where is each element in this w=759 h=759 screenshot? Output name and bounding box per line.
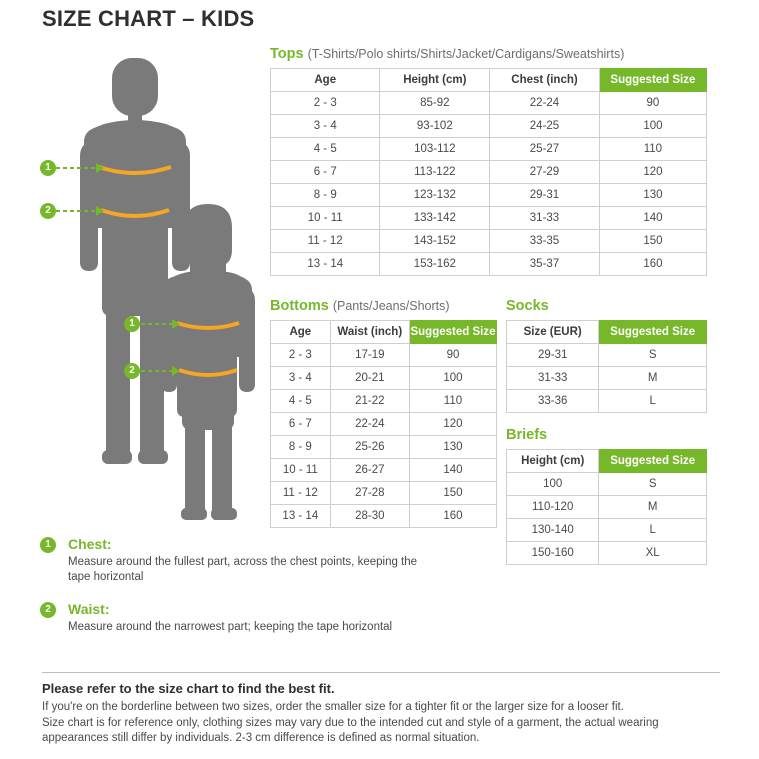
cell-age: 6 - 7 (271, 413, 331, 436)
cell-suggested-size: 100 (409, 367, 496, 390)
bottoms-subheading-text: (Pants/Jeans/Shorts) (332, 299, 450, 313)
cell-waist: 22-24 (330, 413, 409, 436)
cell-suggested-size: S (599, 473, 707, 496)
table-header-row (271, 321, 497, 344)
column-header-chest: Chest (inch) (490, 69, 600, 92)
table-row (271, 367, 497, 390)
bottoms-heading (270, 298, 497, 314)
waist-marker-small-figure: 2 (124, 363, 140, 379)
briefs-table (506, 449, 707, 565)
cell-chest: 35-37 (490, 253, 600, 276)
cell-waist: 20-21 (330, 367, 409, 390)
footer-divider (42, 672, 720, 673)
cell-height: 110-120 (507, 496, 599, 519)
column-header-size-eur: Size (EUR) (507, 321, 599, 344)
cell-height: 123-132 (380, 184, 490, 207)
cell-age: 13 - 14 (271, 253, 380, 276)
cell-suggested-size: 120 (409, 413, 496, 436)
cell-age: 8 - 9 (271, 184, 380, 207)
cell-age: 8 - 9 (271, 436, 331, 459)
cell-suggested-size: L (599, 519, 707, 542)
table-row (271, 207, 707, 230)
cell-waist: 21-22 (330, 390, 409, 413)
table-row (507, 390, 707, 413)
cell-suggested-size: 90 (599, 92, 706, 115)
cell-suggested-size: 140 (599, 207, 706, 230)
column-header-age: Age (271, 321, 331, 344)
cell-suggested-size: XL (599, 542, 707, 565)
cell-age: 3 - 4 (271, 367, 331, 390)
cell-size-eur: 29-31 (507, 344, 599, 367)
cell-chest: 27-29 (490, 161, 600, 184)
cell-chest: 24-25 (490, 115, 600, 138)
figure-illustrations (36, 50, 266, 520)
tops-subheading-text: (T-Shirts/Polo shirts/Shirts/Jacket/Cardigans/Sweatshirts) (307, 47, 625, 61)
socks-section (506, 298, 707, 413)
briefs-heading-text: Briefs (506, 427, 548, 443)
chest-marker-large-figure: 1 (40, 160, 56, 176)
column-header-height: Height (cm) (507, 450, 599, 473)
column-header-suggested-size: Suggested Size (599, 321, 707, 344)
socks-heading (506, 298, 707, 314)
cell-suggested-size: 130 (409, 436, 496, 459)
cell-age: 13 - 14 (271, 505, 331, 528)
footer-title: Please refer to the size chart to find the best fit. (42, 681, 335, 696)
cell-height: 153-162 (380, 253, 490, 276)
table-row (507, 519, 707, 542)
column-header-suggested-size: Suggested Size (599, 450, 707, 473)
cell-chest: 33-35 (490, 230, 600, 253)
cell-waist: 27-28 (330, 482, 409, 505)
cell-suggested-size: M (599, 367, 707, 390)
note-chest (40, 536, 440, 585)
cell-size-eur: 31-33 (507, 367, 599, 390)
table-row (271, 413, 497, 436)
cell-suggested-size: 90 (409, 344, 496, 367)
cell-height: 85-92 (380, 92, 490, 115)
column-header-waist: Waist (inch) (330, 321, 409, 344)
table-row (507, 344, 707, 367)
cell-suggested-size: L (599, 390, 707, 413)
tops-table (270, 68, 707, 276)
body-silhouettes (36, 50, 266, 520)
table-row (271, 115, 707, 138)
footer-line-1: If you're on the borderline between two sizes, order the smaller size for a tighter fit or the larger size for a looser fit. (42, 701, 624, 713)
cell-suggested-size: 130 (599, 184, 706, 207)
cell-chest: 22-24 (490, 92, 600, 115)
cell-age: 4 - 5 (271, 390, 331, 413)
cell-age: 2 - 3 (271, 92, 380, 115)
cell-height: 143-152 (380, 230, 490, 253)
briefs-section (506, 427, 707, 565)
bottoms-section (270, 298, 497, 528)
table-row (271, 184, 707, 207)
tops-section (270, 46, 707, 276)
waist-marker-large-figure: 2 (40, 203, 56, 219)
note-badge-2: 2 (40, 602, 56, 618)
cell-suggested-size: M (599, 496, 707, 519)
table-row (271, 505, 497, 528)
footer-disclaimer (42, 672, 722, 747)
cell-waist: 28-30 (330, 505, 409, 528)
column-header-age: Age (271, 69, 380, 92)
column-header-suggested-size: Suggested Size (409, 321, 496, 344)
measurement-notes (40, 536, 440, 651)
table-row (271, 253, 707, 276)
socks-heading-text: Socks (506, 298, 549, 314)
footer-line-3: appearances still differ by individuals. 2-3 cm difference is defined as normal situation. (42, 732, 480, 744)
note-body-chest: Measure around the fullest part, across the chest points, keeping the tape horizontal (68, 556, 418, 583)
cell-age: 11 - 12 (271, 230, 380, 253)
briefs-heading (506, 427, 707, 443)
cell-waist: 25-26 (330, 436, 409, 459)
boy-silhouette (80, 58, 190, 464)
cell-suggested-size: 160 (599, 253, 706, 276)
cell-height: 100 (507, 473, 599, 496)
cell-waist: 17-19 (330, 344, 409, 367)
table-row (271, 344, 497, 367)
column-header-suggested-size: Suggested Size (599, 69, 706, 92)
bottoms-heading-text: Bottoms (270, 298, 329, 314)
cell-height: 150-160 (507, 542, 599, 565)
cell-chest: 29-31 (490, 184, 600, 207)
table-row (507, 367, 707, 390)
table-row (507, 473, 707, 496)
cell-suggested-size: 100 (599, 115, 706, 138)
cell-height: 103-112 (380, 138, 490, 161)
cell-age: 10 - 11 (271, 207, 380, 230)
cell-suggested-size: 110 (409, 390, 496, 413)
chest-marker-small-figure: 1 (124, 316, 140, 332)
cell-suggested-size: 140 (409, 459, 496, 482)
cell-age: 10 - 11 (271, 459, 331, 482)
table-row (271, 92, 707, 115)
page-title: SIZE CHART – KIDS (42, 6, 255, 31)
tops-heading-text: Tops (270, 46, 304, 62)
cell-height: 113-122 (380, 161, 490, 184)
cell-height: 133-142 (380, 207, 490, 230)
table-header-row (507, 321, 707, 344)
column-header-height: Height (cm) (380, 69, 490, 92)
table-row (507, 542, 707, 565)
cell-age: 2 - 3 (271, 344, 331, 367)
tops-heading (270, 46, 707, 62)
cell-chest: 25-27 (490, 138, 600, 161)
cell-age: 3 - 4 (271, 115, 380, 138)
cell-age: 11 - 12 (271, 482, 331, 505)
cell-suggested-size: 110 (599, 138, 706, 161)
table-row (271, 390, 497, 413)
note-title-chest: Chest: (68, 536, 112, 552)
cell-size-eur: 33-36 (507, 390, 599, 413)
table-row (271, 161, 707, 184)
table-header-row (507, 450, 707, 473)
note-waist (40, 601, 440, 635)
cell-suggested-size: 150 (599, 230, 706, 253)
cell-suggested-size: S (599, 344, 707, 367)
table-header-row (271, 69, 707, 92)
cell-suggested-size: 120 (599, 161, 706, 184)
table-row (271, 436, 497, 459)
bottoms-table (270, 320, 497, 528)
note-body-waist: Measure around the narrowest part; keeping the tape horizontal (68, 621, 393, 633)
cell-age: 6 - 7 (271, 161, 380, 184)
cell-height: 93-102 (380, 115, 490, 138)
footer-line-2: Size chart is for reference only, clothing sizes may vary due to the intended cut and style of a garment, the actual wearing (42, 716, 659, 729)
socks-table (506, 320, 707, 413)
cell-suggested-size: 150 (409, 482, 496, 505)
cell-suggested-size: 160 (409, 505, 496, 528)
table-row (271, 138, 707, 161)
note-badge-1: 1 (40, 537, 56, 553)
table-row (271, 230, 707, 253)
cell-height: 130-140 (507, 519, 599, 542)
cell-waist: 26-27 (330, 459, 409, 482)
table-row (271, 482, 497, 505)
cell-age: 4 - 5 (271, 138, 380, 161)
cell-chest: 31-33 (490, 207, 600, 230)
table-row (271, 459, 497, 482)
note-title-waist: Waist: (68, 601, 110, 617)
table-row (507, 496, 707, 519)
